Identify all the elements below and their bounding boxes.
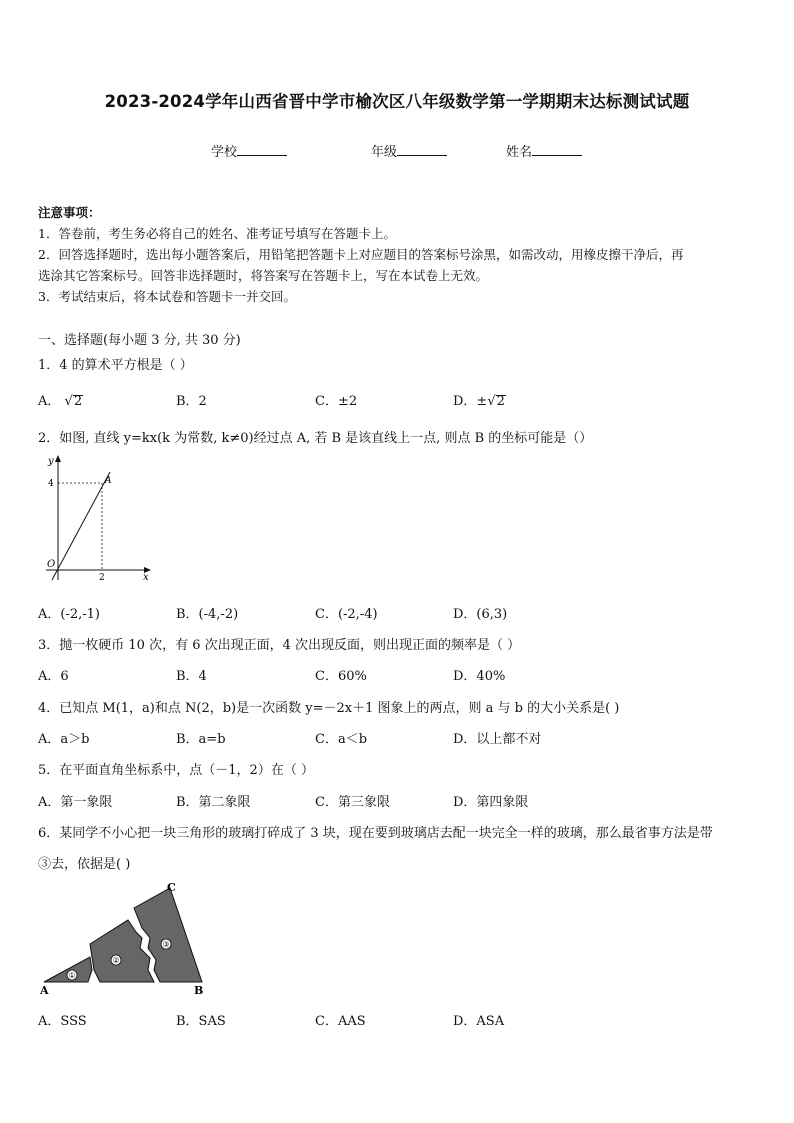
y-axis-label: y [48, 456, 54, 467]
school-label: 学校 [211, 145, 238, 160]
question-5-stem: 5．在平面直角坐标系中，点（－1，2）在（ ） [38, 763, 314, 778]
notice-item-2-line-1: 2．回答选择题时，选出每小题答案后，用铅笔把答题卡上对应题目的答案标号涂黑，如需改动，用橡皮擦干净后，再 [38, 247, 684, 262]
page-title: 2023-2024学年山西省晋中学市榆次区八年级数学第一学期期末达标测试试题 [104, 92, 690, 111]
question-6-stem-line-1: 6．某同学不小心把一块三角形的玻璃打碎成了 3 块，现在要到玻璃店去配一块完全一样的玻璃，那么最省事方法是带 [38, 826, 713, 841]
grade-blank [397, 143, 447, 156]
notice-item-3: 3．考试结束后，将本试卷和答题卡一并交回。 [38, 289, 296, 304]
y-tick-label: 4 [48, 479, 54, 489]
question-1-option-a [38, 390, 83, 409]
point-a-label: A [105, 476, 112, 486]
question-6-option-b: B．SAS [176, 1014, 226, 1029]
question-5-option-d: D．第四象限 [453, 795, 529, 810]
notice-item-2-line-2: 选涂其它答案标号。回答非选择题时，将答案写在答题卡上，写在本试卷上无效。 [38, 268, 489, 283]
question-4-stem: 4．已知点 M(1，a)和点 N(2，b)是一次函数 y=－2x＋1 图象上的两点，则 a 与 b 的大小关系是( ) [38, 701, 620, 716]
sqrt-icon: √ [487, 394, 496, 409]
option-d-label: D．± [453, 394, 488, 409]
question-6-stem-line-2: ③去，依据是( ) [38, 857, 131, 872]
question-1-option-c: C．±2 [315, 394, 358, 409]
broken-triangle-figure [36, 878, 216, 996]
question-3-stem: 3．抛一枚硬币 10 次，有 6 次出现正面，4 次出现反面，则出现正面的频率是（ ） [38, 638, 521, 653]
name-label: 姓名 [506, 145, 533, 160]
question-2-stem: 2．如图, 直线 y=kx(k 为常数, k≠0)经过点 A, 若 B 是该直线上一点, 则点 B 的坐标可能是（） [38, 431, 593, 446]
question-5-option-a: A．第一象限 [38, 795, 113, 810]
question-2-option-b: B．(-4,-2) [176, 607, 239, 622]
question-5-option-b: B．第二象限 [176, 795, 251, 810]
question-5-option-c: C．第三象限 [315, 795, 390, 810]
question-2-option-c: C．(-2,-4) [315, 607, 378, 622]
grade-label: 年级 [371, 145, 398, 160]
x-tick-label: 2 [99, 573, 105, 583]
origin-label: O [47, 559, 56, 570]
vertex-a-label: A [40, 984, 49, 996]
question-1-option-d [453, 390, 506, 409]
y-axis-arrow-icon [55, 455, 61, 462]
line-y-kx [52, 472, 110, 580]
question-6-option-a: A．SSS [38, 1014, 87, 1029]
question-4-option-d: D．以上都不对 [453, 732, 542, 747]
sqrt-icon: √ [64, 394, 73, 409]
piece-1-label: ① [68, 971, 76, 980]
option-a-radicand: 2 [73, 394, 83, 409]
school-field [211, 141, 287, 160]
question-6-option-d: D．ASA [453, 1014, 505, 1029]
question-2-option-a: A．(-2,-1) [38, 607, 100, 622]
school-blank [237, 143, 287, 156]
piece-3-label: ③ [162, 940, 170, 949]
question-4-option-b: B．a=b [176, 732, 226, 747]
section-heading: 一、选择题(每小题 3 分, 共 30 分) [38, 333, 241, 348]
option-d-radicand: 2 [496, 394, 505, 409]
piece-2-label: ② [112, 956, 120, 965]
question-3-option-d: D．40% [453, 669, 506, 684]
question-6-option-c: C．AAS [315, 1014, 366, 1029]
name-blank [532, 143, 582, 156]
grade-field [371, 141, 447, 160]
x-axis-label: x [143, 572, 149, 583]
question-1-stem: 1．4 的算术平方根是（ ） [38, 358, 193, 373]
question-4-option-a: A．a＞b [38, 732, 90, 747]
question-2-option-d: D．(6,3) [453, 607, 508, 622]
vertex-c-label: C [167, 881, 176, 894]
question-4-option-c: C．a＜b [315, 732, 368, 747]
question-3-option-b: B．4 [176, 669, 207, 684]
question-1-option-b: B．2 [176, 394, 207, 409]
question-3-option-c: C．60% [315, 669, 367, 684]
name-field [506, 141, 582, 160]
notice-item-1: 1．答卷前，考生务必将自己的姓名、准考证号填写在答题卡上。 [38, 226, 396, 241]
vertex-b-label: B [194, 984, 204, 996]
line-graph-figure [38, 452, 158, 587]
question-3-option-a: A．6 [38, 669, 69, 684]
notice-heading: 注意事项： [38, 205, 101, 220]
option-a-label: A． [38, 394, 61, 409]
